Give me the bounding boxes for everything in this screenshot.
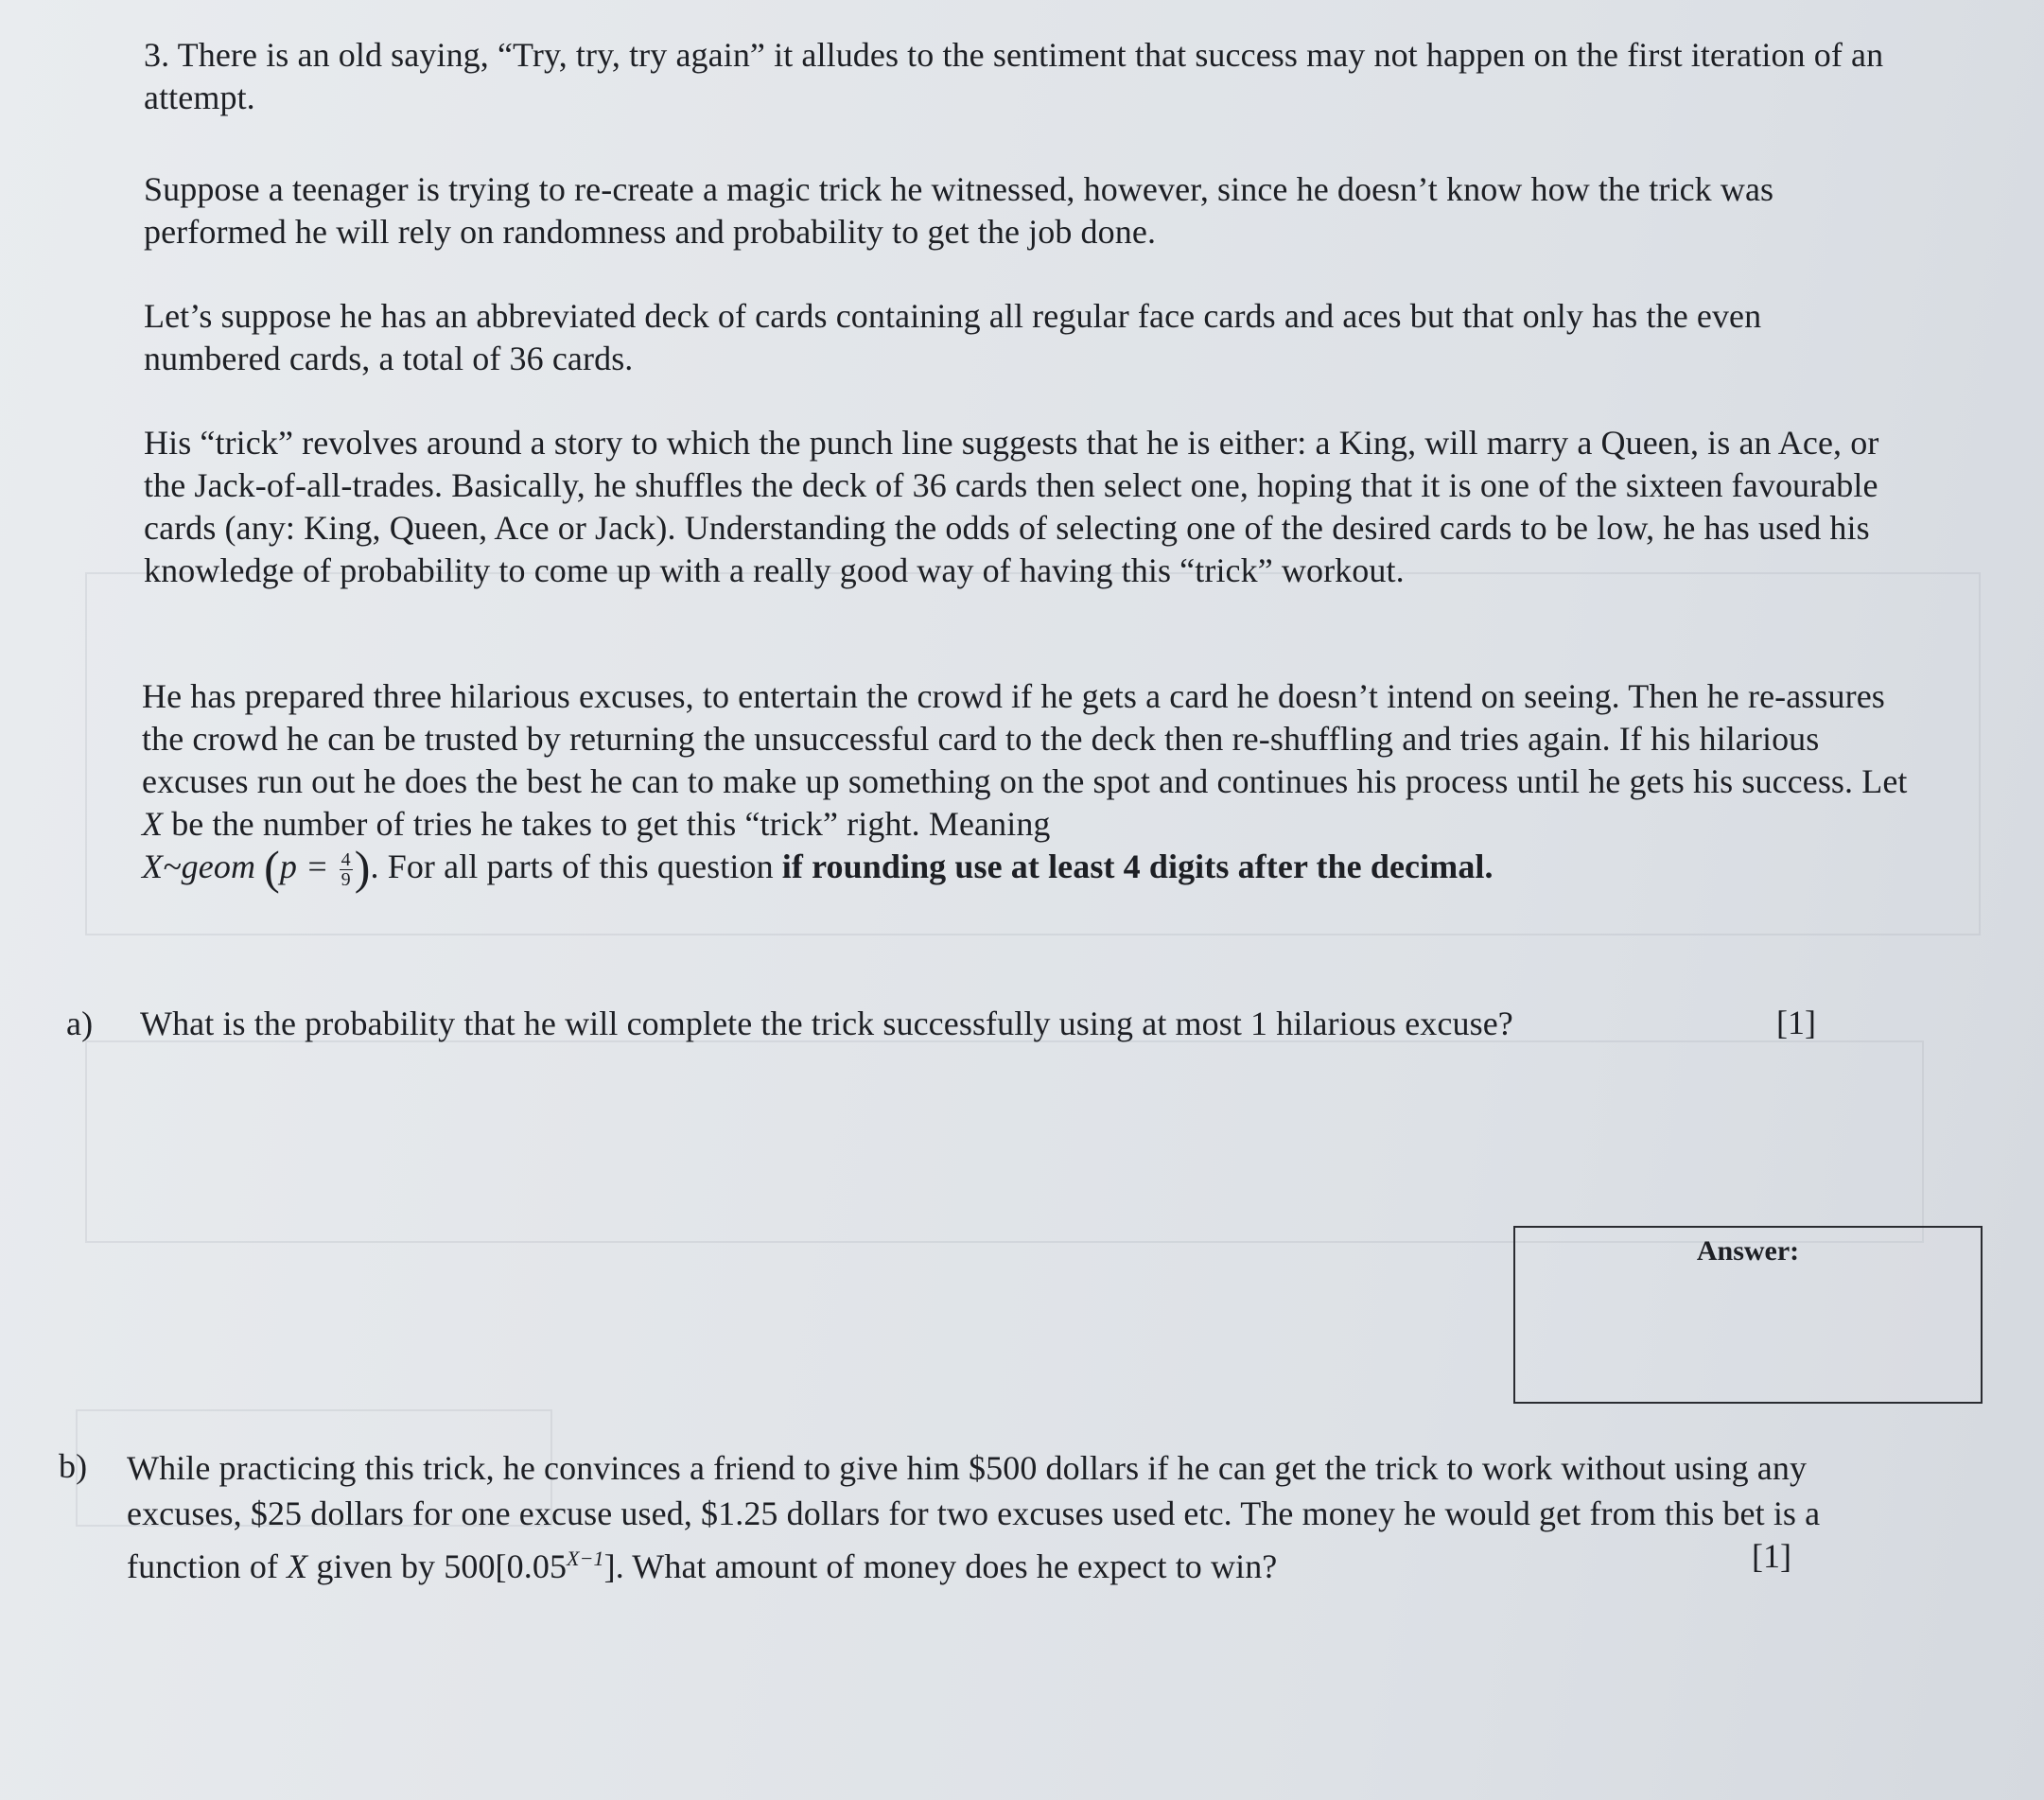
paragraph-deck: Let’s suppose he has an abbreviated deck of cards containing all regular face cards and aces but that only has the even numbered cards, a total of 36 cards. — [144, 297, 1762, 377]
function-exponent: X−1 — [567, 1547, 604, 1570]
excuses-text: He has prepared three hilarious excuses, to entertain the crowd if he gets a card he doesn’t intend on seeing. Then he re-assures the crowd he can be trusted by returning the unsuccessful card to the deck then re-shuffling and tries again. If his hilarious excuses run out he does the best he can to make up something on the spot and continues his process until he gets his success. Let — [142, 677, 1908, 800]
part-a-label: a) — [66, 1005, 94, 1042]
answer-label: Answer: — [1696, 1235, 1800, 1267]
part-b-label: b) — [59, 1447, 88, 1485]
rounding-intro: . For all parts of this question — [370, 848, 774, 885]
paragraph-trick-story: His “trick” revolves around a story to which the punch line suggests that he is either: a King, will marry a Queen, is an Ace, or the Jack-of-all-trades. Basically, he shuffles the deck of 36 cards then select one, hoping that it is one of the sixteen favourable cards (any: King, Queen, Ace or Jack). Understanding the odds of selecting one of the desired cards to be low, he has used his knowledge of probability to come up with a really good way of having this “trick” workout. — [144, 424, 1879, 589]
part-b-question — [127, 1445, 1924, 1589]
distribution-name: X~geom — [142, 848, 256, 885]
part-b-text: While practicing this trick, he convinces a friend to give him $500 dollars if he can get the trick to work without using any excuses, $25 dollars for one excuse used, $1.25 dollars for two excuses used etc. The money he would get from this bet is a function of — [127, 1449, 1821, 1585]
part-a-marks: [1] — [1776, 1004, 1816, 1041]
show-through-table — [85, 1040, 1924, 1243]
excuses-tail: be the number of tries he takes to get this “trick” right. Meaning — [171, 805, 1051, 843]
probability-fraction: $\frac{4}{9}$ — [341, 849, 351, 891]
answer-box[interactable] — [1513, 1226, 1983, 1404]
part-b-question-end: ]. What amount of money does he expect to win? — [603, 1547, 1278, 1585]
question-number: 3. — [144, 36, 170, 74]
paragraph-excuses — [142, 675, 1911, 894]
distribution-expression: X~geom (p = $\frac{4}{9}$ ) — [142, 841, 371, 894]
part-b-marks: [1] — [1752, 1537, 1791, 1575]
rounding-instruction: if rounding use at least 4 digits after the decimal. — [781, 848, 1494, 885]
part-a-question: What is the probability that he will complete the trick successfully using at most 1 hilarious excuse? — [140, 1005, 1513, 1042]
intro-text: There is an old saying, “Try, try, try again” it alludes to the sentiment that success may not happen on the first iteration of an attempt. — [144, 36, 1884, 116]
part-b-function: given by 500[0.05 — [316, 1547, 568, 1585]
question-intro — [144, 34, 1941, 119]
variable-x: X — [142, 805, 164, 843]
parameter-p: p = — [279, 848, 329, 885]
variable-x: X — [287, 1547, 308, 1585]
paragraph-magic-trick: Suppose a teenager is trying to re-create a magic trick he witnessed, however, since he doesn’t know how the trick was performed he will rely on randomness and probability to get the job done. — [144, 170, 1774, 251]
